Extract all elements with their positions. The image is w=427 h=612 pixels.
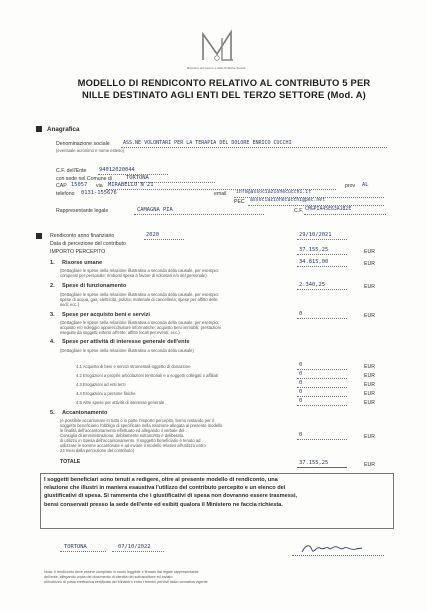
- voce-1-desc-2: compensi per personale; rimborsi spesa a favore di volontari e/o del personale).: [60, 273, 208, 278]
- rappresentante-cf-value: CMGPIA45E63A182E: [305, 207, 352, 212]
- voce-5-desc-6: utilizzare le somme accantonate e ad inviare il modello relativo all'utilizzo entro: [60, 443, 206, 448]
- importo-line: [297, 254, 347, 255]
- sede-value: TORTONA: [126, 175, 149, 181]
- logo-caption: Ministero del Lavoro e delle Politiche Sociali: [186, 66, 246, 70]
- voce-1-title: Risorse umane: [62, 260, 103, 266]
- footnote-line-1: Nota: Il rendiconto deve essere compilato in modo leggibile e firmato dal legale rappresentante: [44, 570, 199, 574]
- voce-3-num: 3.: [50, 312, 55, 318]
- voce-1-desc-1: (Dettagliare le spese nella relazione illustrativa a seconda della causale, per esempio:: [60, 268, 219, 273]
- title-line-1: MODELLO DI RENDICONTO RELATIVO AL CONTRIBUTO 5 PER: [77, 77, 371, 88]
- voce-5-desc-3: le finalità dell'accantonamento effettuato ed allegando il verbale del: [60, 428, 185, 433]
- totale-value: 37.155,25: [299, 460, 329, 466]
- sottovoce-4-2-value: 0: [299, 371, 303, 377]
- footnote-line-2: dell'ente, allegando copia del documento di identità del sottoscrittore ed inviato: [44, 574, 173, 579]
- voce-5-desc-7: 24 mesi dalla percezione del contributo): [60, 448, 135, 453]
- sottovoce-4-1-label: 4.1 Acquisto di beni e servizi strumentali oggetto di donazione: [76, 364, 191, 369]
- via-label: via: [96, 183, 103, 189]
- voce-1-num: 1.: [50, 260, 55, 266]
- voce-2-line: [297, 289, 347, 290]
- data-percezione-line: [297, 239, 347, 240]
- voce-2-value: 2.340,25: [299, 282, 325, 288]
- voce-1-value: 34.815,00: [299, 259, 329, 265]
- anno-value: 2020: [146, 232, 159, 238]
- sottovoce-4-5-value: 0: [299, 398, 303, 404]
- voce-2-desc-3: sedi; ecc.): [60, 302, 80, 307]
- data-firma-line: [112, 551, 164, 552]
- rappresentante-value: CAMAGNA PIA: [137, 207, 173, 213]
- sottovoce-4-5-currency: EUR: [364, 400, 375, 406]
- voce-2-num: 2.: [50, 283, 55, 289]
- email-label: email: [214, 191, 227, 197]
- totale-line: [297, 467, 347, 468]
- voce-5-desc-5: di utilizzo in Spesa dell'accantonamento. Il soggetto beneficiario è tenuto ad: [60, 438, 201, 443]
- importo-currency: EUR: [364, 249, 375, 255]
- voce-4-title: Spese per attività di interesse generale dell'ente: [62, 339, 190, 345]
- sottovoce-4-4-value: 0: [299, 389, 303, 395]
- voce-5-desc-4: Consiglio di amministrazione, debitamente sottoscritto e deliberato.: [60, 433, 185, 438]
- telefono-label: telefono: [56, 191, 75, 197]
- voce-1-currency: EUR: [364, 261, 375, 267]
- title-line-2: NILLE DESTINATO AGLI ENTI DEL TERZO SETTORE (Mod. A): [81, 89, 366, 100]
- voce-2-currency: EUR: [364, 284, 375, 290]
- notice-line-4: bensì conservati presso la sede dell'ente ed esibiti qualora il Ministero ne faccia richiesta.: [44, 501, 283, 508]
- totale-label: TOTALE: [60, 459, 81, 465]
- data-percezione-label: Data di percezione del contributo: [50, 241, 126, 247]
- pec-line: [248, 205, 384, 206]
- voce-3-title: Spese per acquisto beni e servizi: [62, 312, 150, 318]
- cap-value: 15057: [71, 182, 88, 188]
- voce-5-desc-2: soggetto beneficiario l'obbligo di specificare nella relazione allegata al presente modello: [60, 423, 223, 428]
- cap-label: CAP: [56, 183, 67, 189]
- sede-label: con sede nel Comune di: [56, 176, 112, 182]
- sottovoce-4-2-label: 4.2 Erogazioni a proprie articolazioni territoriali e a soggetti collegati o affiliati: [76, 373, 218, 378]
- footnote-line-3: all'indirizzo di posta elettronica certificata del Ministero entro i termini previsti dalla normativa vigente: [44, 579, 208, 584]
- voce-5-value: 0: [299, 432, 303, 438]
- voce-3-line: [297, 318, 347, 319]
- voce-5-line: [297, 439, 347, 440]
- denominazione-hint: (eventuale acronimo e nome esteso): [56, 148, 124, 153]
- section-bullet: [36, 126, 42, 132]
- rappresentante-label: Rappresentante legale: [56, 208, 109, 214]
- voce-4-desc-1: (Dettagliare le spese nella relazione illustrativa a seconda della causale): [60, 348, 194, 353]
- sottovoce-4-1-line: [297, 369, 347, 370]
- voce-5-desc-1: (è possibile accantonare in tutto o in parte l'importo percepito, fermo restando per il: [60, 418, 214, 423]
- notice-text: [44, 476, 388, 509]
- data-percezione-value: 29/10/2021: [299, 232, 332, 238]
- voce-1-line: [297, 266, 347, 267]
- voce-4-num: 4.: [50, 339, 55, 345]
- anno-label: Rendiconto anno finanziario: [50, 233, 115, 239]
- sottovoce-4-2-line: [297, 378, 347, 379]
- pec-value: associazionecucchi@pec.net: [250, 198, 326, 203]
- section-bullet: [36, 233, 42, 239]
- signature: [300, 542, 370, 554]
- luogo-value: TORTONA: [64, 544, 87, 550]
- data-firma-value: 07/10/2022: [118, 544, 151, 550]
- footnote: [44, 570, 390, 584]
- sottovoce-4-1-currency: EUR: [364, 364, 375, 370]
- denominazione-value: ASS.NE VOLONTARI PER LA TERAPIA DEL DOLORE ENRICO CUCCHI: [123, 140, 292, 146]
- voce-2-title: Spese di funzionamento: [62, 283, 127, 289]
- luogo-line: [60, 551, 106, 552]
- prov-value: AL: [362, 182, 369, 188]
- sottovoce-4-4-line: [297, 396, 347, 397]
- email-value: info@associazionecucchi.it: [236, 190, 312, 195]
- prov-label: prov: [345, 183, 356, 189]
- voce-2-desc-2: spese di acqua, gas, elettricità, pulizia; materiale di cancelleria; spese per affitto delle: [60, 297, 218, 302]
- via-value: MIRABELLO N 21: [108, 182, 154, 188]
- sottovoce-4-3-value: 0: [299, 380, 303, 386]
- sottovoce-4-3-label: 4.3 Erogazioni ad enti terzi: [76, 382, 126, 387]
- totale-currency: EUR: [364, 462, 375, 468]
- cf-value: 94012020044: [99, 167, 135, 173]
- voce-5-title: Accantonamento: [62, 410, 108, 416]
- sottovoce-4-3-currency: EUR: [364, 382, 375, 388]
- telefono-value: 0131-155676: [81, 190, 117, 196]
- sottovoce-4-2-currency: EUR: [364, 373, 375, 379]
- rappresentante-cf-line: [304, 214, 386, 215]
- voce-5-currency: EUR: [364, 434, 375, 440]
- voce-5-num: 5.: [50, 410, 55, 416]
- anagrafica-heading: Anagrafica: [47, 126, 80, 133]
- ministry-logo: [200, 28, 234, 64]
- rappresentante-line: [134, 214, 264, 215]
- notice-line-3: giustificativi di spesa. Si rammenta che i giustificativi di spesa non dovranno essere trasmessi,: [44, 493, 298, 500]
- signature-line: [292, 555, 384, 556]
- voce-3-currency: EUR: [364, 313, 375, 319]
- sottovoce-4-5-line: [297, 405, 347, 406]
- notice-line-1: I soggetti beneficiari sono tenuti a redigere, oltre al presente modello di rendiconto, una: [44, 477, 278, 483]
- document-title: [44, 77, 404, 101]
- voce-3-value: 0: [299, 311, 303, 317]
- voce-3-desc-2: acquisto e/o noleggio apparecchiature informatiche; acquisto beni immobili; prestazioni: [60, 325, 221, 330]
- importo-value: 37.155,25: [299, 247, 329, 253]
- voce-3-desc-3: eseguite da soggetti esterni all'ente; affitto locali per eventi; ecc.): [60, 330, 180, 335]
- cf-label: C.F. dell'Ente: [56, 168, 87, 174]
- sottovoce-4-1-value: 0: [299, 362, 303, 368]
- sottovoce-4-4-currency: EUR: [364, 391, 375, 397]
- pec-label: PEC: [234, 199, 245, 205]
- notice-line-2: relazione che illustri in maniera esaustiva l'utilizzo del contributo percepito e un elenco dei: [44, 485, 286, 492]
- importo-label: IMPORTO PERCEPITO: [50, 249, 106, 255]
- denominazione-label: Denominazione sociale: [56, 141, 110, 147]
- sottovoce-4-4-label: 4.4 Erogazioni a persone fisiche: [76, 391, 136, 396]
- rappresentante-cf-label: C.F.: [294, 208, 304, 214]
- anno-line: [144, 239, 184, 240]
- sottovoce-4-3-line: [297, 387, 347, 388]
- voce-3-desc-1: (Dettagliare le spese nella relazione illustrativa a seconda della causale, per esempio:: [60, 320, 219, 325]
- voce-2-desc-1: (Dettagliare le spese nella relazione illustrativa a seconda della causale, per esempio:: [60, 292, 219, 297]
- denominazione-line: [121, 147, 387, 148]
- sottovoce-4-5-label: 4.5 Altre spese per attività di interesse generale: [76, 400, 165, 405]
